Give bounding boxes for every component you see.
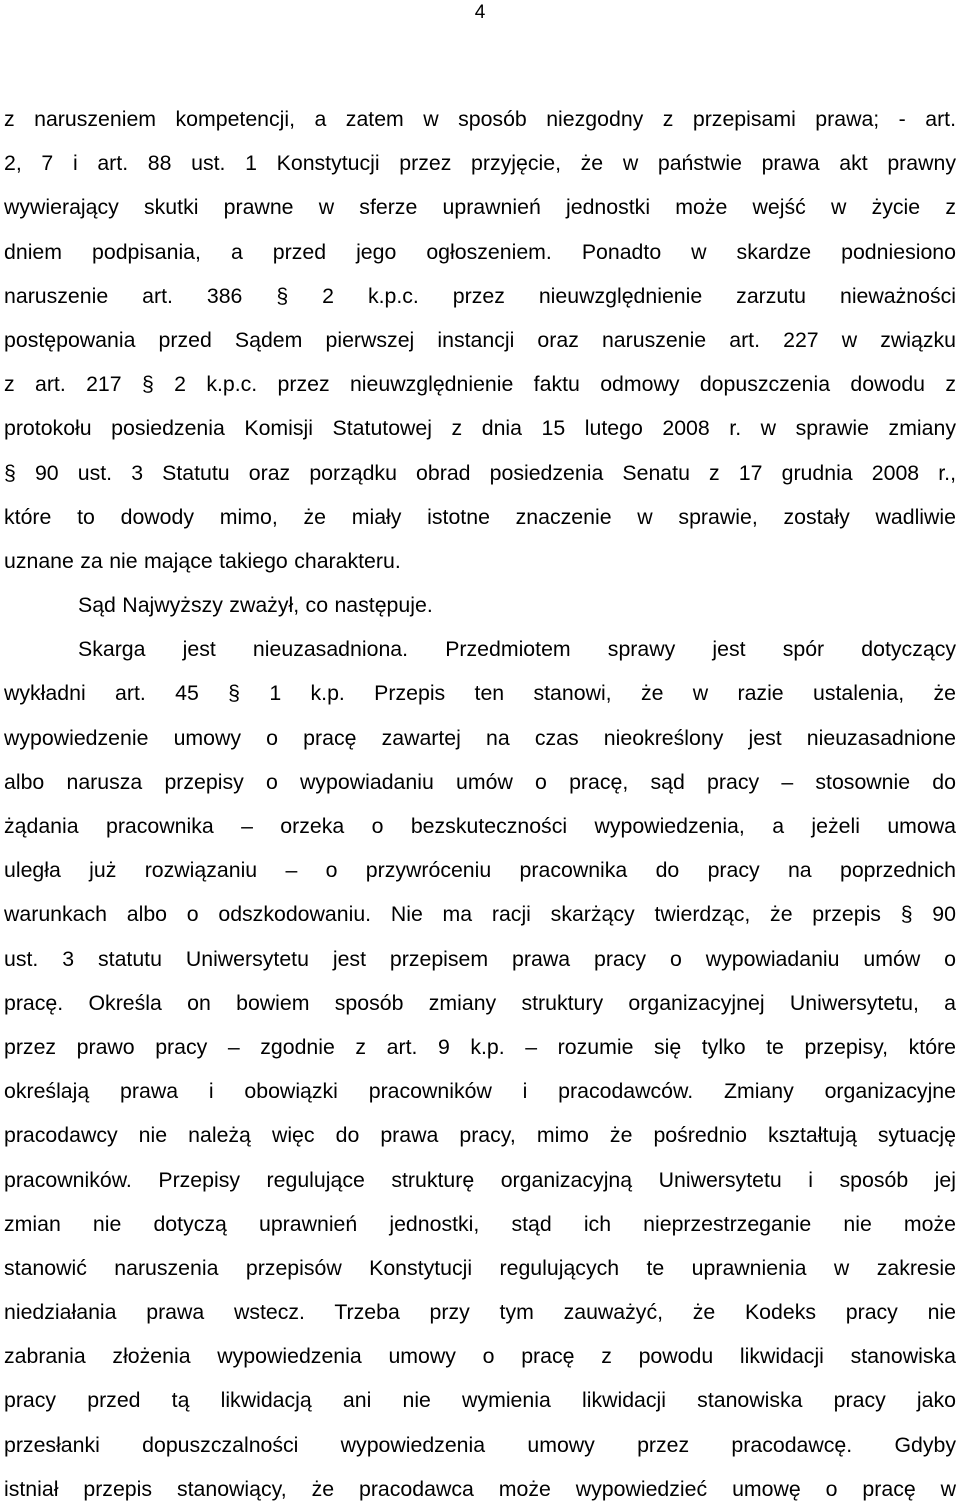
text-line: istniał przepis stanowiący, że pracodawca może wypowiedzieć umowę o pracę w — [4, 1476, 956, 1501]
text-line: 2, 7 i art. 88 ust. 1 Konstytucji przez przyjęcie, że w państwie prawa akt prawny — [4, 151, 956, 176]
text-line: albo narusza przepisy o wypowiadaniu umów o pracę, sąd pracy – stosownie do — [4, 769, 956, 794]
page-number: 4 — [474, 2, 486, 23]
text-line: Skarga jest nieuzasadniona. Przedmiotem sprawy jest spór dotyczący — [78, 637, 956, 662]
text-line: dniem podpisania, a przed jego ogłoszeniem. Ponadto w skardze podniesiono — [4, 239, 956, 264]
text-line: zmian nie dotyczą uprawnień jednostki, stąd ich nieprzestrzeganie nie może — [4, 1211, 956, 1236]
document-body — [4, 97, 956, 1511]
text-line: naruszenie art. 386 § 2 k.p.c. przez nieuwzględnienie zarzutu nieważności — [4, 283, 956, 308]
text-line: wywierający skutki prawne w sferze uprawnień jednostki może wejść w życie z — [4, 195, 956, 220]
text-line: uznane za nie mające takiego charakteru. — [4, 548, 401, 573]
text-line: pracy przed tą likwidacją ani nie wymienia likwidacji stanowiska pracy jako — [4, 1388, 956, 1413]
text-line: zabrania złożenia wypowiedzenia umowy o pracę z powodu likwidacji stanowiska — [4, 1344, 956, 1369]
text-line: pracodawcy nie należą więc do prawa pracy, mimo że pośrednio kształtują sytuację — [4, 1123, 956, 1148]
text-line: przesłanki dopuszczalności wypowiedzenia umowy przez pracodawcę. Gdyby — [4, 1432, 956, 1457]
text-line: Sąd Najwyższy zważył, co następuje. — [78, 593, 433, 618]
text-line: protokołu posiedzenia Komisji Statutowej z dnia 15 lutego 2008 r. w sprawie zmiany — [4, 416, 956, 441]
text-line: przez prawo pracy – zgodnie z art. 9 k.p. – rozumie się tylko te przepisy, które — [4, 1034, 956, 1059]
text-line: wykładni art. 45 § 1 k.p. Przepis ten stanowi, że w razie ustalenia, że — [4, 681, 956, 706]
text-line: pracę. Określa on bowiem sposób zmiany struktury organizacyjnej Uniwersytetu, a — [4, 990, 956, 1015]
text-line: które to dowody mimo, że miały istotne znaczenie w sprawie, zostały wadliwie — [4, 504, 956, 529]
text-line: wypowiedzenie umowy o pracę zawartej na czas nieokreślony jest nieuzasadnione — [4, 725, 956, 750]
text-line: niedziałania prawa wstecz. Trzeba przy tym zauważyć, że Kodeks pracy nie — [4, 1300, 956, 1325]
text-line: warunkach albo o odszkodowaniu. Nie ma racji skarżący twierdząc, że przepis § 90 — [4, 902, 956, 927]
text-line: z art. 217 § 2 k.p.c. przez nieuwzględnienie faktu odmowy dopuszczenia dowodu z — [4, 372, 956, 397]
text-line: z naruszeniem kompetencji, a zatem w sposób niezgodny z przepisami prawa; - art. — [4, 107, 956, 131]
text-line: uległa już rozwiązaniu – o przywróceniu pracownika do pracy na poprzednich — [4, 858, 956, 883]
text-line: postępowania przed Sądem pierwszej instancji oraz naruszenie art. 227 w związku — [4, 327, 956, 352]
text-line: ust. 3 statutu Uniwersytetu jest przepisem prawa pracy o wypowiadaniu umów o — [4, 946, 956, 971]
text-line: stanowić naruszenia przepisów Konstytucji regulujących te uprawnienia w zakresie — [4, 1255, 956, 1280]
text-line: żądania pracownika – orzeka o bezskuteczności wypowiedzenia, a jeżeli umowa — [4, 814, 956, 838]
text-line: określają prawa i obowiązki pracowników i pracodawców. Zmiany organizacyjne — [4, 1079, 956, 1104]
text-line: pracowników. Przepisy regulujące strukturę organizacyjną Uniwersytetu i sposób jej — [4, 1167, 956, 1192]
text-line: § 90 ust. 3 Statutu oraz porządku obrad posiedzenia Senatu z 17 grudnia 2008 r., — [4, 460, 956, 485]
